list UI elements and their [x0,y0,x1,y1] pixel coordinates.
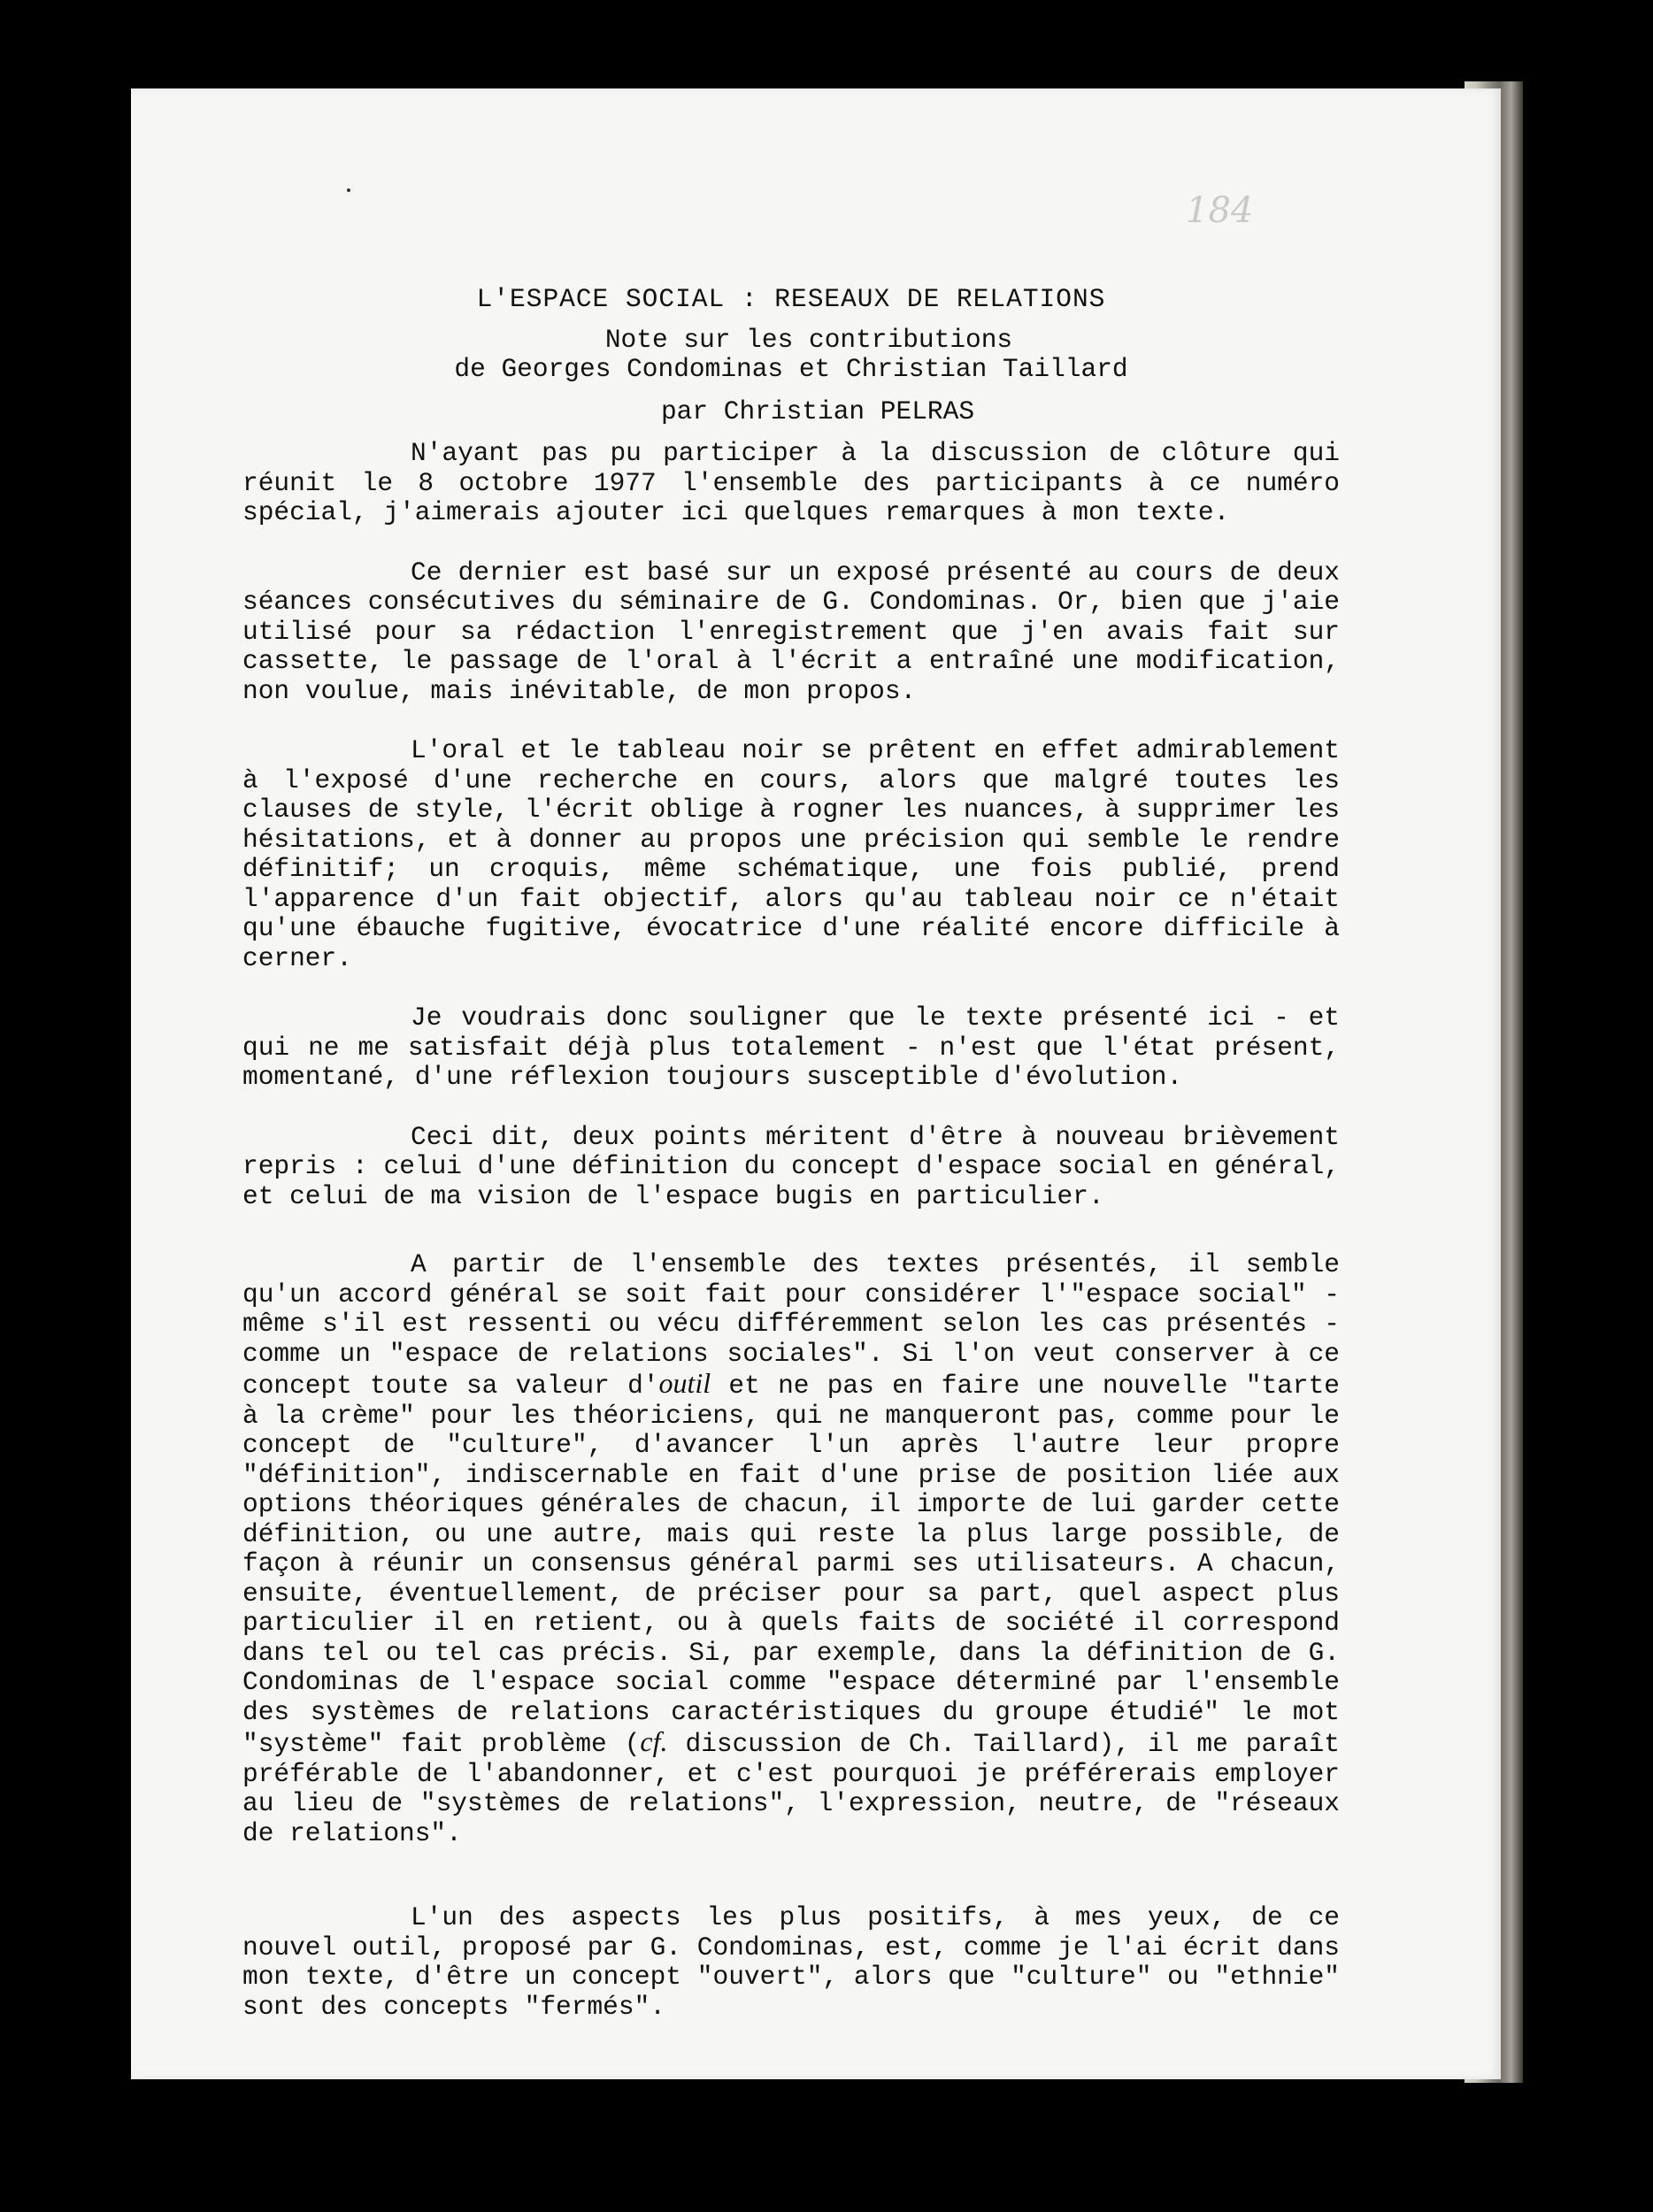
page-number: 184 [1186,190,1254,231]
paragraph-6-part-3: discussion de Ch. Taillard), il me paraît préférable de l'abandonner, et c'est pourquoi je préférerais employer au lieu de "systèmes de relations", l'expression, neutre, de "réseaux de relations". [242,1729,1340,1848]
italic-outil: outil [658,1367,711,1399]
document-body [242,285,1340,2052]
paragraph-3: L'oral et le tableau noir se prêtent en effet admirablement à l'exposé d'une recherche en cours, alors que malgré toutes les clauses de style, l'écrit oblige à rogner les nuances, à supprimer les hésitations, et à donner au propos une précision qui semble le rendre définitif; un croquis, même schématique, une fois publié, prend l'apparence d'un fait objectif, alors qu'au tableau noir ce n'était qu'une ébauche fugitive, évocatrice d'une réalité encore difficile à cerner. [242,735,1340,973]
paragraph-2: Ce dernier est basé sur un exposé présenté au cours de deux séances consécutives du séminaire de G. Condominas. Or, bien que j'aie utilisé pour sa rédaction l'enregistrement que j'en avais fait sur cassette, le passage de l'oral à l'écrit a entraîné une modification, non voulue, mais inévitable, de mon propos. [242,557,1340,706]
paragraph-6-part-2: et ne pas en faire une nouvelle "tarte à la crème" pour les théoriciens, qui ne manqueront pas, comme pour le concept de "culture", d'avancer l'un après l'autre leur propre "définition", indiscernable en fait d'une prise de position liée aux options théoriques générales de chacun, il importe de lui garder cette définition, ou une autre, mais qui reste la plus large possible, de façon à réunir un consensus général parmi ses utilisateurs. A chacun, ensuite, éventuellement, de préciser pour sa part, quel aspect plus particulier il en retient, ou à quels faits de société il correspond dans tel ou tel cas précis. Si, par exemple, dans la définition de G. Condominas de l'espace social comme "espace déterminé par l'ensemble des systèmes de relations caractéristiques du groupe étudié" le mot "système" fait problème ( [242,1371,1340,1759]
italic-cf: cf. [640,1725,668,1757]
paragraph-1: N'ayant pas pu participer à la discussion de clôture qui réunit le 8 octobre 1977 l'ensemble des participants à ce numéro spécial, j'aimerais ajouter ici quelques remarques à mon texte. [242,438,1340,527]
paragraph-4: Je voudrais donc souligner que le texte présenté ici - et qui ne me satisfait déjà plus totalement - n'est que l'état présent, momentané, d'une réflexion toujours susceptible d'évolution. [242,1002,1340,1092]
document-title: L'ESPACE SOCIAL : RESEAUX DE RELATIONS [476,284,1106,314]
subtitle-line-2: de Georges Condominas et Christian Taillard [454,354,1128,384]
paragraph-6-part-1: A partir de l'ensemble des textes présentés, il semble qu'un accord général se soit fait pour considérer l'"espace social" - même s'il est ressenti ou vécu différemment selon les cas présentés - comme un "espace de relations sociales". Si l'on veut conserver à ce concept toute sa valeur d' [242,1249,1340,1401]
paragraph-5: Ceci dit, deux points méritent d'être à nouveau brièvement repris : celui d'une définition du concept d'espace social en général, et celui de ma vision de l'espace bugis en particulier. [242,1121,1340,1211]
paragraph-6 [242,1250,1340,1848]
speck [347,188,350,192]
subtitle-line-1: Note sur les contributions [604,324,1013,355]
paragraph-7: L'un des aspects les plus positifs, à mes yeux, de ce nouvel outil, proposé par G. Condominas, est, comme je l'ai écrit dans mon texte, d'être un concept "ouvert", alors que "culture" ou "ethnie" sont des concepts "fermés". [242,1902,1340,2022]
author-byline: par Christian PELRAS [660,396,975,426]
